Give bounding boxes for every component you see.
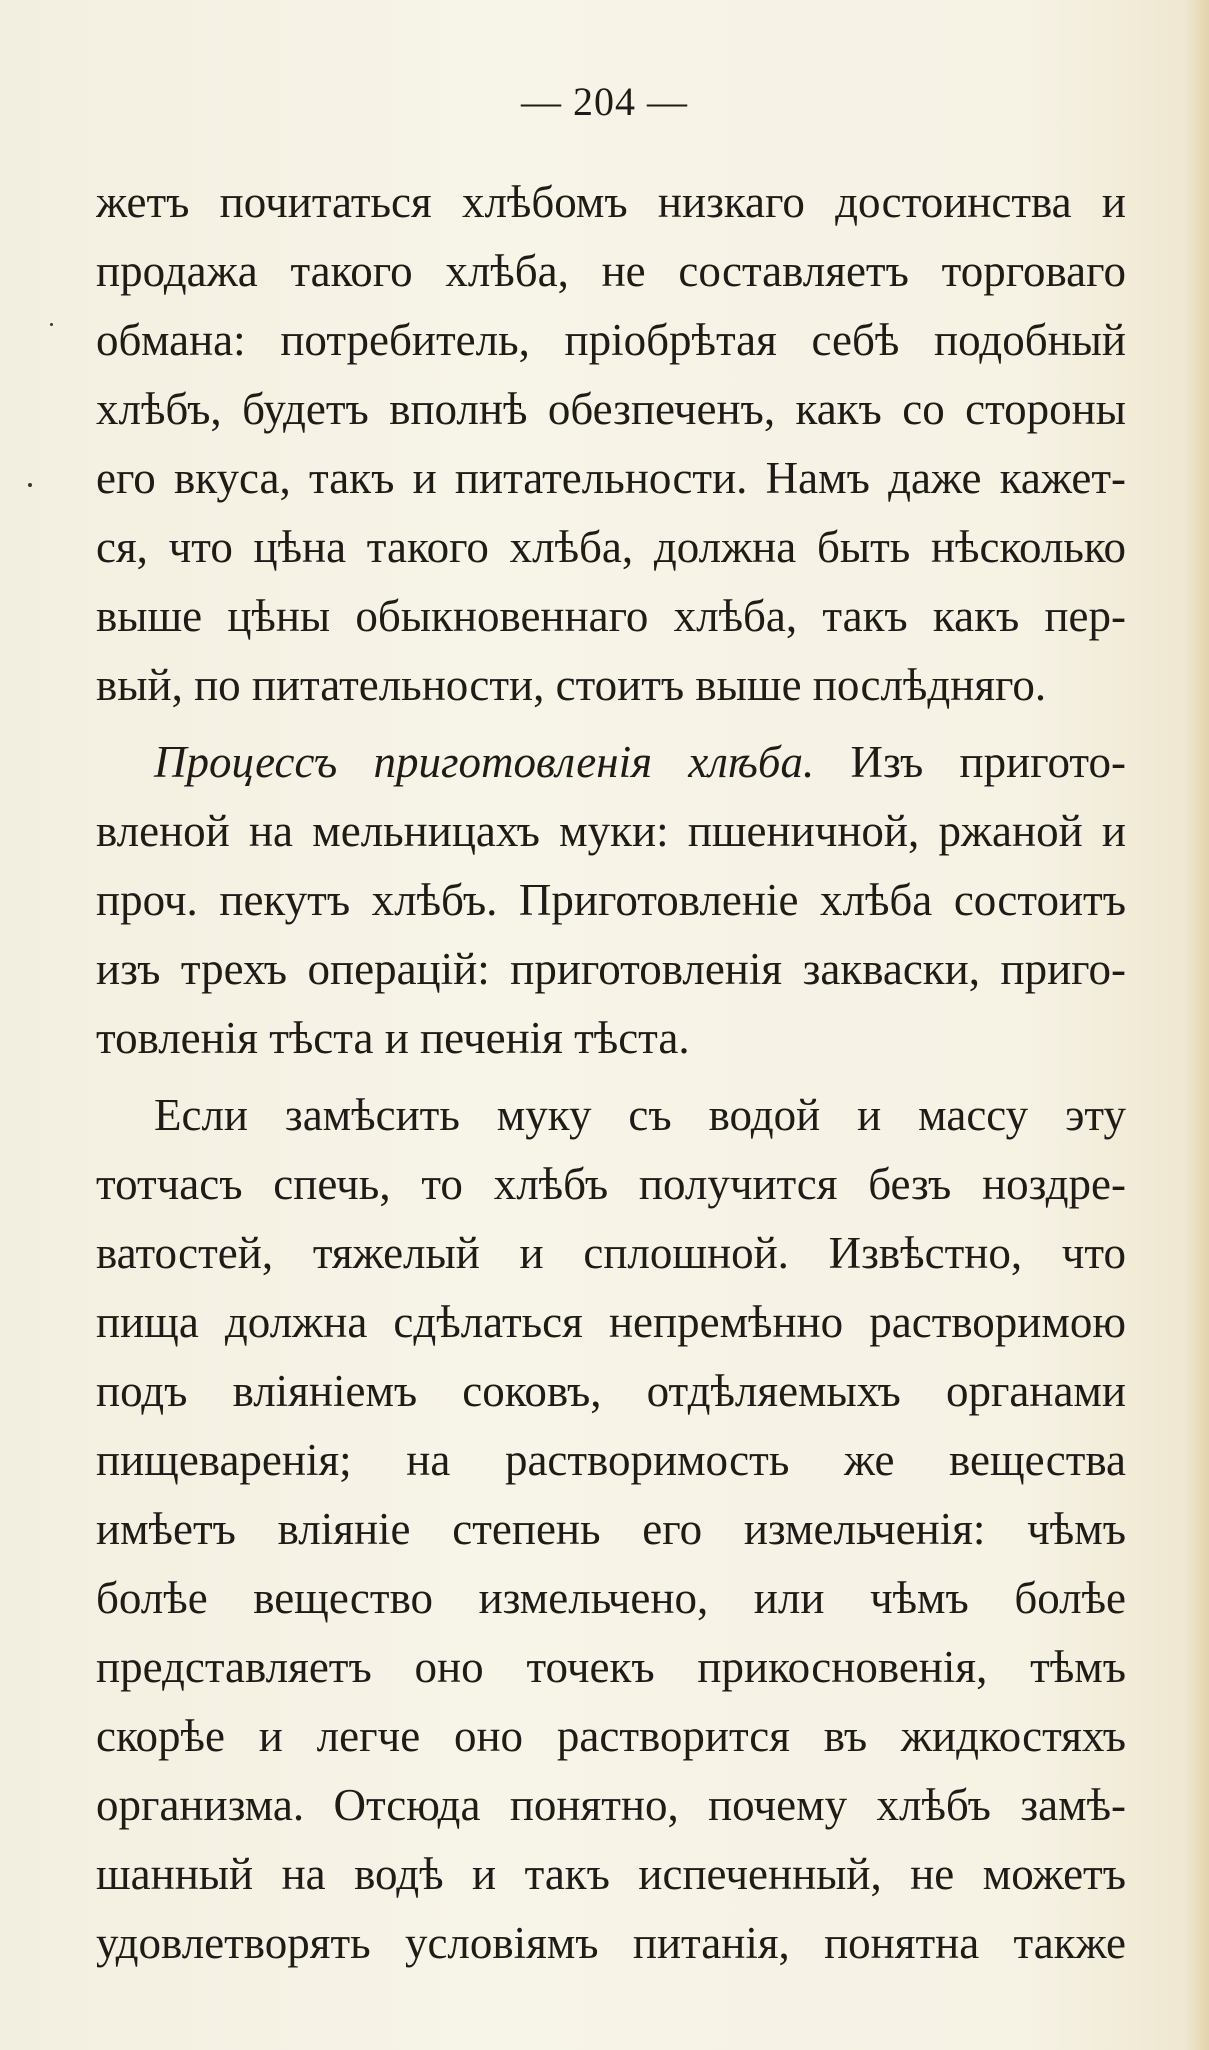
- text-line: организма. Отсюда понятно, почему хлѣбъ замѣ-: [96, 1780, 1126, 1830]
- section-heading: Процессъ приготовленія хлѣба.: [154, 737, 815, 787]
- text-line: ся, что цѣна такого хлѣба, должна быть нѣсколько: [96, 522, 1126, 572]
- paragraph-heading-line: [96, 728, 1126, 797]
- page-edge-stain: [1185, 0, 1209, 2050]
- text-line: скорѣе и легче оно растворится въ жидкостяхъ: [96, 1711, 1126, 1761]
- text-line: его вкуса, такъ и питательности. Намъ даже кажет-: [96, 453, 1126, 503]
- text-line: обмана: потребитель, пріобрѣтая себѣ подобный: [96, 315, 1126, 365]
- text-line: имѣетъ вліяніе степень его измельченія: чѣмъ: [96, 1504, 1126, 1554]
- text-line: проч. пекутъ хлѣбъ. Приготовленіе хлѣба состоитъ: [96, 875, 1126, 925]
- text-line: Если замѣсить муку съ водой и массу эту: [154, 1090, 1126, 1140]
- body-text: [96, 168, 1126, 1978]
- text-line: хлѣбъ, будетъ вполнѣ обезпеченъ, какъ со стороны: [96, 384, 1126, 434]
- text-line: представляетъ оно точекъ прикосновенія, тѣмъ: [96, 1642, 1126, 1692]
- text-line: удовлетворять условіямъ питанія, понятна также: [96, 1918, 1126, 1968]
- text-line: болѣе вещество измельчено, или чѣмъ болѣе: [96, 1573, 1126, 1623]
- text-line: изъ трехъ операцій: приготовленія закваски, приго-: [96, 944, 1126, 994]
- text-line: жетъ почитаться хлѣбомъ низкаго достоинства и: [96, 177, 1126, 227]
- text-line: пищеваренія; на растворимость же вещества: [96, 1435, 1126, 1485]
- text-line: вый, по питательности, стоитъ выше послѣдняго.: [96, 660, 1047, 710]
- text-line: вленой на мельницахъ муки: пшеничной, ржаной и: [96, 806, 1126, 856]
- text-line: подъ вліяніемъ соковъ, отдѣляемыхъ органами: [96, 1366, 1126, 1416]
- text-fragment: Изъ пригото-: [814, 737, 1126, 787]
- page-number: — 204 —: [521, 79, 688, 124]
- text-line: выше цѣны обыкновеннаго хлѣба, такъ какъ пер-: [96, 591, 1126, 641]
- text-line: товленія тѣста и печенія тѣста.: [96, 1013, 690, 1063]
- text-line: шанный на водѣ и такъ испеченный, не можетъ: [96, 1849, 1126, 1899]
- text-line: ватостей, тяжелый и сплошной. Извѣстно, что: [96, 1228, 1126, 1278]
- text-line: продажа такого хлѣба, не составляетъ торговаго: [96, 246, 1126, 296]
- ink-speck: [50, 323, 53, 326]
- text-line: пища должна сдѣлаться непремѣнно растворимою: [96, 1297, 1126, 1347]
- text-line: тотчасъ спечь, то хлѣбъ получится безъ ноздре-: [96, 1159, 1126, 1209]
- ink-speck: [28, 483, 32, 487]
